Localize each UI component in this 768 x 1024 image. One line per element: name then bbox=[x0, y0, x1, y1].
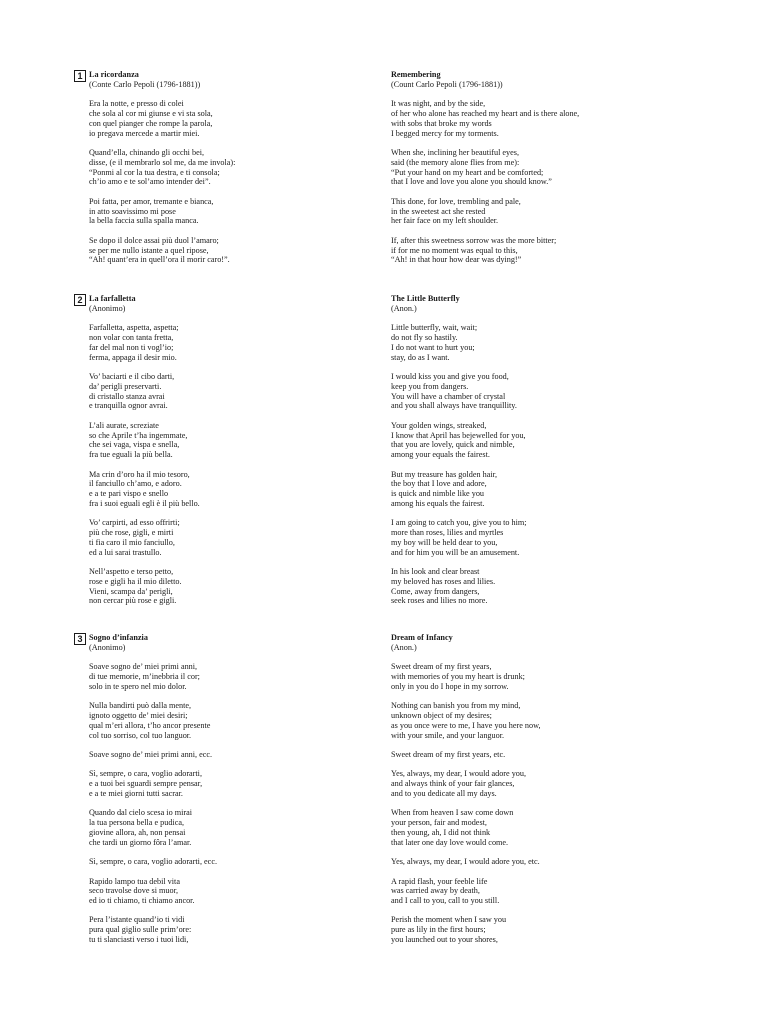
verse-line: you launched out to your shores, bbox=[391, 935, 498, 945]
verse-line: that I love and love you alone you should know.” bbox=[391, 177, 552, 187]
verse-line: of her who alone has reached my heart and is there alone, bbox=[391, 108, 580, 118]
stanza bbox=[391, 518, 691, 557]
verse-line: Farfalletta, aspetta, aspetta; bbox=[89, 323, 179, 333]
stanza bbox=[89, 750, 379, 760]
poem-author: (Anon.) bbox=[391, 642, 417, 652]
verse-line: “Ah! quant’era in quell’ora il morir caro!”. bbox=[89, 255, 230, 265]
verse-line: Vo’ carpirti, ad esso offrirti; bbox=[89, 518, 180, 528]
stanza bbox=[391, 662, 691, 691]
stanza bbox=[89, 701, 379, 740]
verse-line: Sweet dream of my first years, etc. bbox=[391, 749, 506, 759]
verse-line: and to you dedicate all my days. bbox=[391, 788, 497, 798]
verse-line: giovine allora, ah, non pensai bbox=[89, 827, 186, 837]
verse-line: che sola al cor mi giunse e vi sta sola, bbox=[89, 108, 213, 118]
english-translation bbox=[391, 294, 691, 606]
verse-line: in atto soavissimo mi pose bbox=[89, 206, 176, 216]
stanza bbox=[391, 750, 691, 760]
verse-line: Ma crin d’oro ha il mio tesoro, bbox=[89, 469, 190, 479]
verse-line: più che rose, gigli, e mirti bbox=[89, 528, 174, 538]
stanza bbox=[89, 99, 379, 138]
poem-author: (Anonimo) bbox=[89, 642, 126, 652]
verse-line: I know that April has bejewelled for you, bbox=[391, 430, 526, 440]
song-number-box: 2 bbox=[74, 294, 86, 306]
stanza bbox=[391, 421, 691, 460]
verse-line: ed io ti chiamo, ti chiamo ancor. bbox=[89, 896, 195, 906]
stanza bbox=[89, 236, 379, 265]
verse-line: seco travolse dove si muor, bbox=[89, 886, 179, 896]
verse-line: Vo’ baciarti e il cibo darti, bbox=[89, 371, 175, 381]
verse-line: then young, ah, I did not think bbox=[391, 827, 491, 837]
song-number-box: 1 bbox=[74, 70, 86, 82]
verse-line: non volar con tanta fretta, bbox=[89, 332, 174, 342]
verse-line: A rapid flash, your feeble life bbox=[391, 876, 488, 886]
verse-line: When from heaven I saw come down bbox=[391, 808, 514, 818]
stanza bbox=[89, 470, 379, 509]
poem-author: (Anonimo) bbox=[89, 303, 126, 313]
verse-line: e tranquilla ognor avrai. bbox=[89, 401, 168, 411]
verse-line: pure as lily in the first hours; bbox=[391, 925, 486, 935]
verse-line: only in you do I hope in my sorrow. bbox=[391, 681, 509, 691]
english-translation bbox=[391, 70, 691, 265]
verse-line: disse, (e il membrarlo sol me, da me invola): bbox=[89, 157, 236, 167]
verse-line: solo in te spero nel mio dolor. bbox=[89, 681, 187, 691]
verse-line: Poi fatta, per amor, tremante e bianca, bbox=[89, 196, 214, 206]
verse-line: e a te pari vispo e snello bbox=[89, 489, 169, 499]
verse-line: I do not want to hurt you; bbox=[391, 342, 475, 352]
stanza bbox=[89, 421, 379, 460]
verse-line: I begged mercy for my torments. bbox=[391, 128, 499, 138]
verse-line: che sei vaga, vispa e snella, bbox=[89, 440, 180, 450]
song-number-box: 3 bbox=[74, 633, 86, 645]
english-translation bbox=[391, 633, 691, 945]
verse-line: con quel pianger che rompe la parola, bbox=[89, 118, 213, 128]
verse-line: fra tue eguali la più bella. bbox=[89, 450, 173, 460]
stanza bbox=[391, 769, 691, 798]
verse-line: non cercar più rose e gigli. bbox=[89, 596, 177, 606]
verse-line: your person, fair and modest, bbox=[391, 818, 487, 828]
verse-line: seek roses and lilies no more. bbox=[391, 596, 488, 606]
verse-line: col tuo sorriso, col tuo languor. bbox=[89, 730, 192, 740]
verse-line: as you once were to me, I have you here now, bbox=[391, 720, 541, 730]
verse-line: Rapido lampo tua debil vita bbox=[89, 876, 180, 886]
stanza bbox=[89, 323, 379, 362]
verse-line: qual m’eri allora, t’ho ancor presente bbox=[89, 720, 211, 730]
verse-line: Sì, sempre, o cara, voglio adorarti, ecc. bbox=[89, 857, 217, 867]
stanza bbox=[89, 372, 379, 411]
verse-line: keep you from dangers. bbox=[391, 381, 469, 391]
verse-line: do not fly so hastily. bbox=[391, 332, 458, 342]
verse-line: You will have a chamber of crystal bbox=[391, 391, 506, 401]
stanza bbox=[89, 877, 379, 906]
verse-line: tu ti slanciasti verso i tuoi lidi, bbox=[89, 935, 189, 945]
verse-line: ti fia caro il mio fanciullo, bbox=[89, 537, 175, 547]
verse-line: unknown object of my desires; bbox=[391, 710, 492, 720]
verse-line: and you shall always have tranquillity. bbox=[391, 401, 517, 411]
verse-line: L’ali aurate, screziate bbox=[89, 420, 159, 430]
verse-line: Sweet dream of my first years, bbox=[391, 662, 492, 672]
verse-line: Yes, always, my dear, I would adore you, bbox=[391, 769, 527, 779]
stanza bbox=[391, 99, 691, 138]
poem-title: La ricordanza bbox=[89, 70, 139, 79]
verse-line: and for him you will be an amusement. bbox=[391, 547, 520, 557]
verse-line: Little butterfly, wait, wait; bbox=[391, 323, 478, 333]
verse-line: In his look and clear breast bbox=[391, 567, 480, 577]
verse-line: and I call to you, call to you still. bbox=[391, 896, 500, 906]
verse-line: more than roses, lilies and myrtles bbox=[391, 528, 504, 538]
verse-line: Soave sogno de’ miei primi anni, ecc. bbox=[89, 749, 213, 759]
verse-line: with your smile, and your languor. bbox=[391, 730, 505, 740]
poem-title: Remembering bbox=[391, 70, 441, 79]
poem-author: (Count Carlo Pepoli (1796-1881)) bbox=[391, 79, 503, 89]
verse-line: far del mal non ti vogl’io; bbox=[89, 342, 174, 352]
verse-line: “Put your hand on my heart and be comforted; bbox=[391, 167, 544, 177]
italian-text bbox=[89, 70, 379, 265]
stanza bbox=[89, 915, 379, 944]
verse-line: Nothing can banish you from my mind, bbox=[391, 701, 521, 711]
verse-line: so che Aprile t’ha ingemmate, bbox=[89, 430, 188, 440]
stanza bbox=[89, 662, 379, 691]
verse-line: Yes, always, my dear, I would adore you, etc. bbox=[391, 857, 540, 867]
verse-line: Se dopo il dolce assai più duol l’amaro; bbox=[89, 235, 219, 245]
verse-line: ch’io amo e te sol’amo intender dei”. bbox=[89, 177, 211, 187]
verse-line: Soave sogno de’ miei primi anni, bbox=[89, 662, 198, 672]
verse-line: my beloved has roses and lilies. bbox=[391, 576, 496, 586]
stanza bbox=[89, 769, 379, 798]
verse-line: my boy will be held dear to you, bbox=[391, 537, 498, 547]
italian-text bbox=[89, 294, 379, 606]
stanza bbox=[391, 877, 691, 906]
stanza bbox=[391, 148, 691, 187]
verse-line: la tua persona bella e pudica, bbox=[89, 818, 185, 828]
poem-title: Sogno d’infanzia bbox=[89, 633, 148, 642]
verse-line: if for me no moment was equal to this, bbox=[391, 245, 518, 255]
verse-line: Your golden wings, streaked, bbox=[391, 420, 487, 430]
poem-title: La farfalletta bbox=[89, 294, 136, 303]
verse-line: e a te miei giorni tutti sacrar. bbox=[89, 788, 183, 798]
verse-line: ferma, appaga il desir mio. bbox=[89, 352, 177, 362]
verse-line: rose e gigli ha il mio diletto. bbox=[89, 576, 182, 586]
stanza bbox=[89, 518, 379, 557]
verse-line: with memories of you my heart is drunk; bbox=[391, 671, 525, 681]
stanza bbox=[391, 372, 691, 411]
poem-author: (Anon.) bbox=[391, 303, 417, 313]
stanza bbox=[391, 808, 691, 847]
stanza bbox=[391, 701, 691, 740]
verse-line: fra i suoi eguali egli è il più bello. bbox=[89, 498, 200, 508]
stanza bbox=[89, 567, 379, 606]
verse-line: I am going to catch you, give you to him; bbox=[391, 518, 527, 528]
verse-line: her fair face on my left shoulder. bbox=[391, 216, 499, 226]
verse-line: “Ponmi al cor la tua destra, e ti consola; bbox=[89, 167, 220, 177]
stanza bbox=[391, 915, 691, 944]
verse-line: among his equals the fairest. bbox=[391, 498, 485, 508]
verse-line: This done, for love, trembling and pale, bbox=[391, 196, 521, 206]
stanza bbox=[391, 197, 691, 226]
verse-line: e a tuoi bei sguardi sempre pensar, bbox=[89, 779, 203, 789]
verse-line: da’ perigli preservarti. bbox=[89, 381, 162, 391]
stanza bbox=[391, 236, 691, 265]
verse-line: and always think of your fair glances, bbox=[391, 779, 515, 789]
verse-line: that later one day love would come. bbox=[391, 837, 509, 847]
italian-text bbox=[89, 633, 379, 945]
stanza bbox=[89, 808, 379, 847]
verse-line: io pregava mercede a martir miei. bbox=[89, 128, 200, 138]
verse-line: Perish the moment when I saw you bbox=[391, 915, 507, 925]
verse-line: Pera l’istante quand’io ti vidi bbox=[89, 915, 185, 925]
verse-line: ed a lui sarai trastullo. bbox=[89, 547, 162, 557]
verse-line: with sobs that broke my words bbox=[391, 118, 492, 128]
verse-line: “Ah! in that hour how dear was dying!” bbox=[391, 255, 522, 265]
verse-line: If, after this sweetness sorrow was the more bitter; bbox=[391, 235, 557, 245]
verse-line: Quand’ella, chinando gli occhi bei, bbox=[89, 147, 205, 157]
verse-line: se per me nullo istante a quel ripose, bbox=[89, 245, 209, 255]
verse-line: in the sweetest act she rested bbox=[391, 206, 486, 216]
verse-line: But my treasure has golden hair, bbox=[391, 469, 498, 479]
stanza bbox=[391, 470, 691, 509]
verse-line: la bella faccia sulla spalla manca. bbox=[89, 216, 199, 226]
verse-line: Come, away from dangers, bbox=[391, 586, 480, 596]
verse-line: is quick and nimble like you bbox=[391, 489, 485, 499]
verse-line: among your equals the fairest. bbox=[391, 450, 490, 460]
verse-line: il fanciullo ch’amo, e adoro. bbox=[89, 479, 182, 489]
verse-line: Nell’aspetto e terso petto, bbox=[89, 567, 174, 577]
stanza bbox=[89, 148, 379, 187]
poem-title: Dream of Infancy bbox=[391, 633, 453, 642]
verse-line: che tardi un giorno fôra l’amar. bbox=[89, 837, 192, 847]
verse-line: It was night, and by the side, bbox=[391, 99, 486, 109]
stanza bbox=[391, 857, 691, 867]
verse-line: said (the memory alone flies from me): bbox=[391, 157, 520, 167]
verse-line: pura qual giglio sulle prim’ore: bbox=[89, 925, 192, 935]
verse-line: When she, inclining her beautiful eyes, bbox=[391, 147, 520, 157]
verse-line: Vieni, scampa da’ perigli, bbox=[89, 586, 173, 596]
verse-line: I would kiss you and give you food, bbox=[391, 371, 509, 381]
verse-line: Quando dal cielo scesa io mirai bbox=[89, 808, 192, 818]
poem-title: The Little Butterfly bbox=[391, 294, 460, 303]
verse-line: stay, do as I want. bbox=[391, 352, 450, 362]
verse-line: di cristallo stanza avrai bbox=[89, 391, 165, 401]
stanza bbox=[89, 197, 379, 226]
poem-author: (Conte Carlo Pepoli (1796-1881)) bbox=[89, 79, 201, 89]
verse-line: ignoto oggetto de’ miei desiri; bbox=[89, 710, 188, 720]
verse-line: the boy that I love and adore, bbox=[391, 479, 487, 489]
stanza bbox=[391, 323, 691, 362]
stanza bbox=[391, 567, 691, 606]
verse-line: that you are lovely, quick and nimble, bbox=[391, 440, 515, 450]
verse-line: Nulla bandirti può dalla mente, bbox=[89, 701, 192, 711]
stanza bbox=[89, 857, 379, 867]
verse-line: di tue memorie, m’inebbria il cor; bbox=[89, 671, 200, 681]
verse-line: was carried away by death, bbox=[391, 886, 480, 896]
verse-line: Sì, sempre, o cara, voglio adorarti, bbox=[89, 769, 202, 779]
verse-line: Era la notte, e presso di colei bbox=[89, 99, 184, 109]
